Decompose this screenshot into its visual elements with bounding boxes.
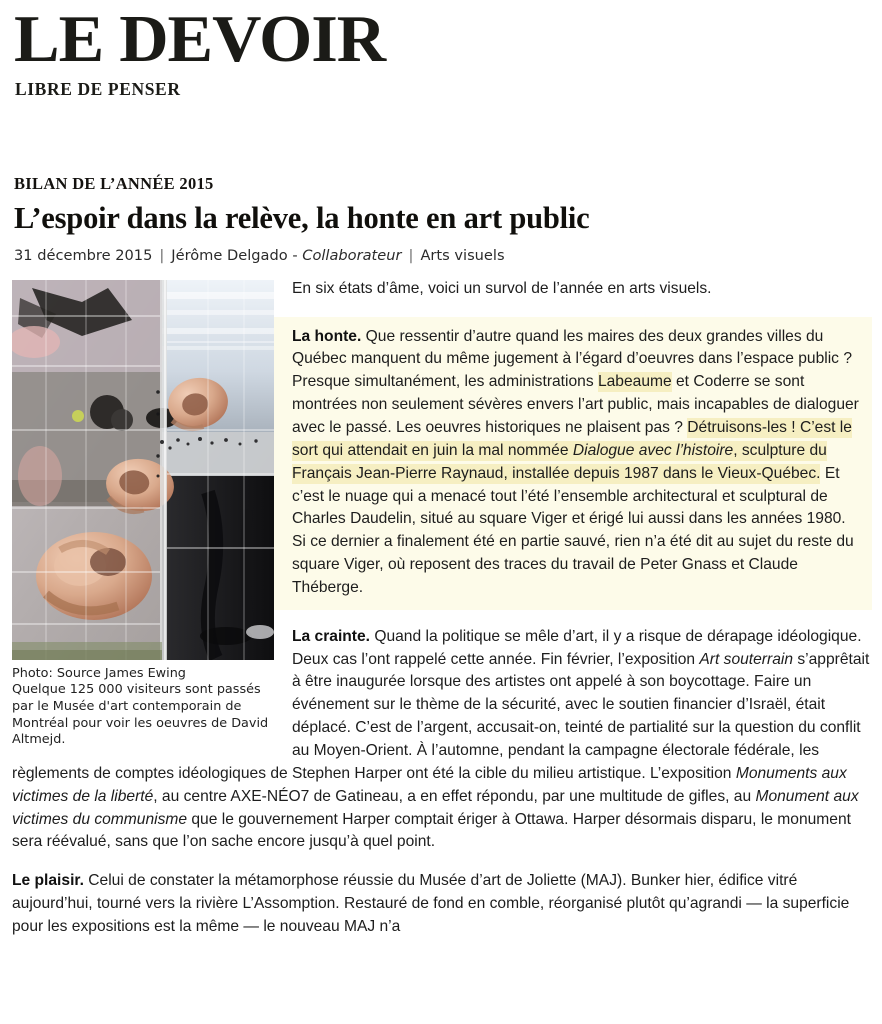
photo-caption-text: Quelque 125 000 visiteurs sont passés par le Musée d'art contemporain de Montréal pour voir les oeuvres de David Altmejd.	[12, 682, 269, 748]
highlight-text-b: , sculpture du Français Jean-Pierre Raynaud, installée depuis 1987 dans le Vieux-Québec.	[292, 441, 827, 482]
lead-paragraph: En six états d’âme, voici un survol de l’année en arts visuels.	[292, 279, 712, 297]
work-title-art-souterrain: Art souterrain	[699, 650, 794, 668]
byline-separator-1: |	[159, 246, 165, 264]
highlight-text-a: Détruisons-les ! C’est le sort qui attendait en juin la mal nommée	[292, 419, 852, 459]
work-title-dialogue-avec-lhistoire: Dialogue avec l’histoire	[572, 441, 734, 459]
masthead	[12, 0, 872, 100]
article-header	[12, 174, 872, 264]
byline-date: 31 décembre 2015	[14, 246, 153, 264]
byline-author-role: Collaborateur	[302, 246, 402, 264]
byline	[14, 247, 872, 264]
highlight-labeaume: Labeaume	[597, 373, 672, 391]
crainte-part4: que le gouvernement Harper comptait ériger à Ottawa. Harper désormais disparu, le monument sera réévalué, sans que l’on sache encore jusqu’à quel point.	[12, 810, 851, 851]
crainte-part1: Quand la politique se mêle d’art, il y a risque de dérapage idéologique. Deux cas l’ont rappelé cette année. Fin février, l’exposition	[292, 627, 862, 668]
byline-author[interactable]: Jérôme Delgado -	[171, 246, 298, 264]
masthead-tagline: LIBRE DE PENSER	[15, 78, 181, 99]
paragraph-le-plaisir	[12, 870, 872, 939]
crainte-part3: , au centre AXE-NÉO7 de Gatineau, a en effet répondu, par une multitude de gifles, au	[153, 787, 756, 805]
article-figure	[12, 280, 274, 749]
byline-separator-2: |	[408, 246, 414, 264]
runin-la-crainte: La crainte.	[292, 627, 370, 645]
honte-part2: et Coderre se sont montrées non seulement sévères envers l’art public, mais incapables de dialoguer avec le passé. Les oeuvres historiques ne plaisent pas ?	[292, 373, 859, 437]
article-body	[12, 278, 872, 939]
runin-la-honte: La honte.	[292, 327, 362, 345]
byline-section[interactable]: Arts visuels	[420, 246, 505, 264]
photo-credit: Photo: Source James Ewing	[12, 665, 186, 681]
honte-part1: Que ressentir d’autre quand les maires des deux grandes villes du Québec manquent du même jugement à l’égard d’oeuvres dans l’espace public ? Presque simultanément, les administrations	[292, 327, 852, 391]
crainte-part2: s’apprêtait à être inaugurée lorsque des artistes ont appelé à son boycottage. Faire un événement sur le thème de la sécurité, avec le soutien financier d’Israël, était déplacé. C’est de l’argent, accusait-on, teinté de partialité sur la question du conflit au Moyen-Orient. À l’automne, pendant la campagne électorale fédérale, les règlements de comptes idéologiques de Stephen Harper ont été la cible du milieu artistique. L’exposition	[12, 650, 870, 782]
work-title-monuments-aux-victimes-de-la-liberte: Monuments aux victimes de la liberté	[12, 764, 847, 805]
page-title: L’espoir dans la relève, la honte en art public	[14, 200, 590, 235]
masthead-logo[interactable]: LE DEVOIR	[14, 2, 386, 76]
figure-caption	[12, 666, 274, 749]
article-kicker: BILAN DE L’ANNÉE 2015	[14, 173, 214, 193]
plaisir-part1: Celui de constater la métamorphose réussie du Musée d’art de Joliette (MAJ). Bunker hier, édifice vitré aujourd’hui, tourné vers la rivière L’Assomption. Restauré de fond en comble, réorganisé plutôt qu’agrandi — la superficie pour les expositions est la même — le nouveau MAJ n’a	[12, 872, 850, 935]
runin-le-plaisir: Le plaisir.	[12, 872, 84, 890]
honte-part3: Et c’est le nuage qui a menacé tout l’été l’ensemble architectural et sculptural de Charles Daudelin, situé au square Viger et érigé lui aussi dans les années 1980. Si ce dernier a finalement été en partie sauvé, rien n’a été dit au sujet du reste du square Viger, où reposent des traces du travail de Peter Gnass et Claude Théberge.	[292, 464, 854, 596]
article-photo	[12, 280, 274, 660]
work-title-monument-aux-victimes-du-communisme: Monument aux victimes du communisme	[12, 787, 859, 828]
